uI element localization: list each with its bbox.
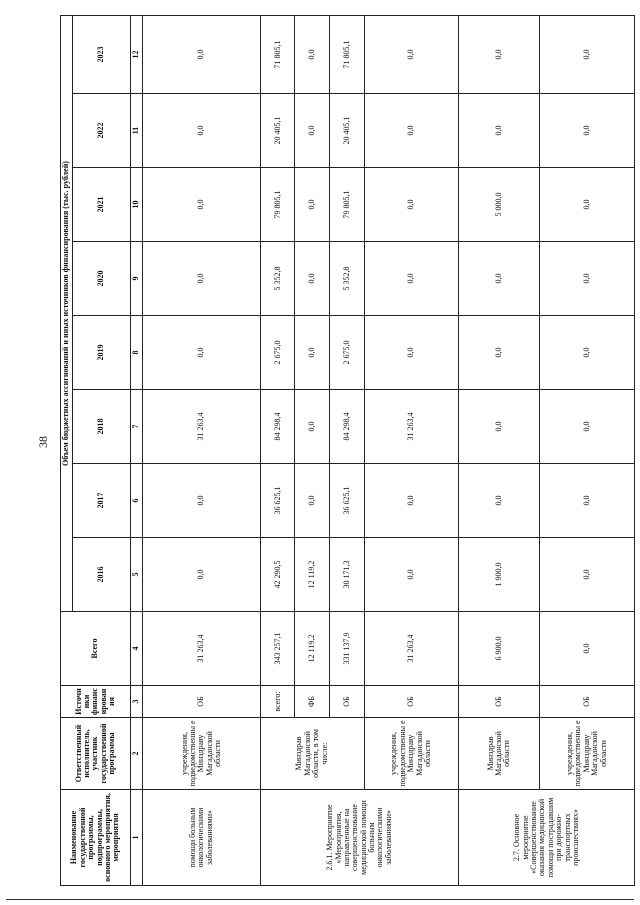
row-source: ОБ <box>364 686 459 718</box>
header-responsible: Ответственный исполнитель, участник государственной программы <box>61 718 131 790</box>
header-year: 2021 <box>73 168 131 242</box>
row-value: 0,0 <box>364 94 459 168</box>
header-year: 2020 <box>73 242 131 316</box>
header-total: Всего <box>61 612 131 686</box>
row-source: ОБ <box>329 686 364 718</box>
header-year: 2017 <box>73 464 131 538</box>
column-number: 8 <box>131 316 143 390</box>
table-row <box>364 15 459 885</box>
row-value: 0,0 <box>295 168 330 242</box>
row-value: 0,0 <box>539 242 634 316</box>
row-value: 31 263,4 <box>364 390 459 464</box>
row-value: 42 290,5 <box>260 538 295 612</box>
row-value: 2 675,0 <box>260 316 295 390</box>
row-value: 0,0 <box>143 15 261 93</box>
column-number: 5 <box>131 538 143 612</box>
row-source: ОБ <box>143 686 261 718</box>
row-name: 2.6.1. Мероприятие «Мероприятия, направленные на совершенствование медицинской помощи больным онкологическими заболеваниями» <box>260 790 458 886</box>
row-value: 20 405,1 <box>329 94 364 168</box>
row-value: 0,0 <box>143 316 261 390</box>
header-year: 2023 <box>73 15 131 93</box>
row-value: 0,0 <box>539 316 634 390</box>
header-name: Наименование государственной программы, подпрограммы, основного мероприятия, мероприятия <box>61 790 131 886</box>
row-value: 5 352,8 <box>329 242 364 316</box>
row-total: 31 263,4 <box>143 612 261 686</box>
row-value: 71 805,1 <box>329 15 364 93</box>
row-value: 0,0 <box>364 168 459 242</box>
row-value: 0,0 <box>143 242 261 316</box>
header-year: 2019 <box>73 316 131 390</box>
rotated-table-wrapper <box>60 16 635 886</box>
page-number: 38 <box>36 436 50 448</box>
row-value: 84 298,4 <box>329 390 364 464</box>
row-total: 331 137,9 <box>329 612 364 686</box>
row-source: ОБ <box>459 686 540 718</box>
row-responsible: учреждения, подведомственны е Минздраву Магаданской области <box>143 718 261 790</box>
header-year: 2022 <box>73 94 131 168</box>
row-value: 31 263,4 <box>143 390 261 464</box>
header-year: 2016 <box>73 538 131 612</box>
header-year: 2018 <box>73 390 131 464</box>
row-value: 0,0 <box>539 464 634 538</box>
row-value: 0,0 <box>539 168 634 242</box>
row-value: 0,0 <box>539 94 634 168</box>
row-value: 0,0 <box>364 464 459 538</box>
row-value: 5 352,8 <box>260 242 295 316</box>
row-value: 79 805,1 <box>329 168 364 242</box>
column-number-row <box>131 15 143 885</box>
row-value: 0,0 <box>295 390 330 464</box>
column-number: 6 <box>131 464 143 538</box>
row-total: 31 263,4 <box>364 612 459 686</box>
row-value: 36 625,1 <box>329 464 364 538</box>
row-value: 0,0 <box>143 168 261 242</box>
column-number: 9 <box>131 242 143 316</box>
row-value: 0,0 <box>459 390 540 464</box>
row-responsible: Минздрав Магаданской области, в том числе: <box>260 718 364 790</box>
row-total: 343 257,1 <box>260 612 295 686</box>
row-responsible: учреждения, подведомственны е Минздраву Магаданской области <box>539 718 634 790</box>
row-total: 0,0 <box>539 612 634 686</box>
column-number: 4 <box>131 612 143 686</box>
row-responsible: учреждения, подведомственны е Минздраву Магаданской области <box>364 718 459 790</box>
bottom-rule <box>6 899 634 900</box>
row-value: 79 805,1 <box>260 168 295 242</box>
column-number: 7 <box>131 390 143 464</box>
header-sources: Источники финансирования <box>61 686 131 718</box>
row-value: 0,0 <box>143 464 261 538</box>
table-row <box>459 15 540 885</box>
column-number: 3 <box>131 686 143 718</box>
table-row <box>539 15 634 885</box>
row-value: 0,0 <box>539 15 634 93</box>
row-source: ОБ <box>539 686 634 718</box>
row-value: 0,0 <box>364 242 459 316</box>
row-value: 0,0 <box>459 94 540 168</box>
row-value: 1 900,0 <box>459 538 540 612</box>
row-value: 0,0 <box>459 15 540 93</box>
row-value: 0,0 <box>295 15 330 93</box>
row-value: 36 625,1 <box>260 464 295 538</box>
column-number: 2 <box>131 718 143 790</box>
row-value: 0,0 <box>295 242 330 316</box>
row-value: 0,0 <box>364 538 459 612</box>
row-value: 0,0 <box>459 242 540 316</box>
row-value: 0,0 <box>143 94 261 168</box>
row-value: 0,0 <box>539 390 634 464</box>
row-value: 2 675,0 <box>329 316 364 390</box>
column-number: 10 <box>131 168 143 242</box>
row-responsible: Минздрав Магаданской области <box>459 718 540 790</box>
row-value: 0,0 <box>459 464 540 538</box>
row-value: 0,0 <box>539 538 634 612</box>
row-value: 84 298,4 <box>260 390 295 464</box>
row-value: 0,0 <box>143 538 261 612</box>
header-budget-title: Объем бюджетных ассигнований и иных источников финансирования (тыс. рублей) <box>61 15 73 611</box>
row-value: 0,0 <box>295 464 330 538</box>
row-value: 30 171,3 <box>329 538 364 612</box>
column-number: 11 <box>131 94 143 168</box>
row-total: 6 900,0 <box>459 612 540 686</box>
row-value: 0,0 <box>364 15 459 93</box>
row-value: 71 805,1 <box>260 15 295 93</box>
column-number: 1 <box>131 790 143 886</box>
row-value: 5 000,0 <box>459 168 540 242</box>
table-row <box>143 15 261 885</box>
row-value: 20 405,1 <box>260 94 295 168</box>
row-value: 0,0 <box>364 316 459 390</box>
row-source: ФБ <box>295 686 330 718</box>
row-value: 0,0 <box>459 316 540 390</box>
row-source: всего: <box>260 686 295 718</box>
row-value: 0,0 <box>295 94 330 168</box>
row-name: помощи больным онкологическими заболеваниями» <box>143 790 261 886</box>
row-name: 2.7. Основное мероприятие «Совершенствование оказания медицинской помощи пострадавшим при дорожно-транспортных происшествиях» <box>459 790 635 886</box>
row-total: 12 119,2 <box>295 612 330 686</box>
table-row <box>260 15 295 885</box>
column-number: 12 <box>131 15 143 93</box>
budget-table <box>60 15 635 886</box>
row-value: 12 119,2 <box>295 538 330 612</box>
row-value: 0,0 <box>295 316 330 390</box>
